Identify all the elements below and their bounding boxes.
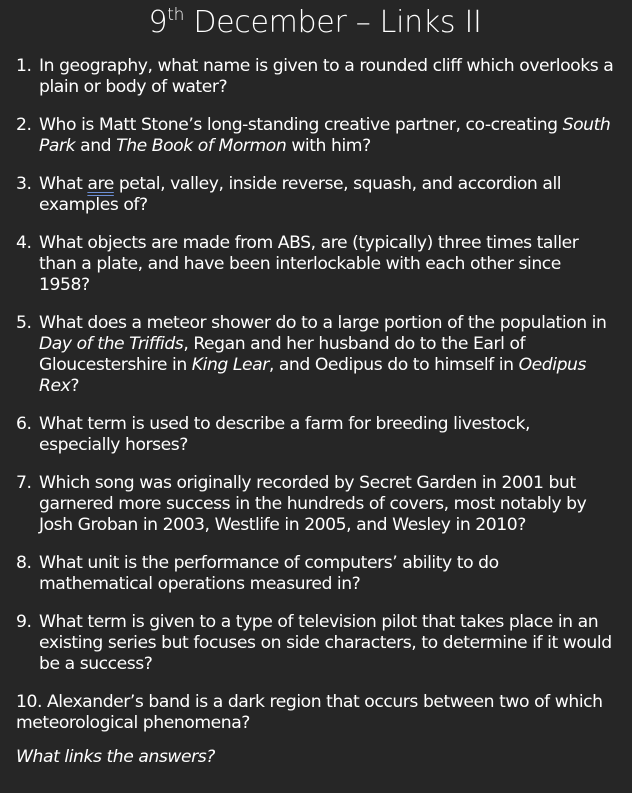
question-title-text: The Book of Mormon <box>116 136 287 156</box>
question-number: 2. <box>16 115 32 135</box>
question-number: 1. <box>16 56 32 76</box>
question-item <box>16 233 614 296</box>
final-question: What links the answers? <box>16 747 215 767</box>
question-text: What unit is the performance of computers’ ability to do mathematical operations measured in? <box>39 553 499 594</box>
question-text: ? <box>70 376 80 396</box>
question-item <box>16 692 614 734</box>
question-text: Who is Matt Stone’s long-standing creative partner, co-creating <box>39 115 563 135</box>
question-item <box>16 313 614 397</box>
question-title-text: King Lear <box>191 355 269 375</box>
question-title-text: Oedipus Rex <box>39 355 586 396</box>
question-number: 9. <box>16 612 32 632</box>
question-text: , and Oedipus do to himself in <box>268 355 519 375</box>
question-item <box>16 115 614 157</box>
question-text: What <box>39 174 88 194</box>
spellcheck-flagged-word: are <box>87 174 114 194</box>
question-text: , Regan and her husband do to the Earl of Gloucestershire in <box>39 334 526 375</box>
title-rest: December – Links II <box>184 5 482 40</box>
question-text: In geography, what name is given to a rounded cliff which overlooks a plain or body of water? <box>39 56 614 97</box>
question-item <box>16 473 614 536</box>
question-text: and <box>75 136 117 156</box>
question-item <box>16 414 614 456</box>
question-number: 5. <box>16 313 32 333</box>
question-text: Which song was originally recorded by Secret Garden in 2001 but garnered more success in the hundreds of covers, most notably by Josh Groban in 2003, Westlife in 2005, and Wesley in 2010? <box>39 473 587 535</box>
question-item <box>16 553 614 595</box>
question-item <box>16 56 614 98</box>
question-number: 8. <box>16 553 32 573</box>
question-list <box>16 56 614 734</box>
question-text: What does a meteor shower do to a large portion of the population in <box>39 313 607 333</box>
question-title-text: Day of the Triffids <box>39 334 184 354</box>
question-number: 6. <box>16 414 32 434</box>
slide-title <box>16 6 614 40</box>
question-text: with him? <box>286 136 371 156</box>
question-number: 4. <box>16 233 32 253</box>
title-ordinal-suffix: th <box>167 5 185 25</box>
question-item <box>16 612 614 675</box>
question-number: 10. <box>16 692 42 712</box>
title-day: 9 <box>148 5 168 40</box>
question-text: What term is given to a type of television pilot that takes place in an existing series but focuses on side characters, to determine if it would be a success? <box>39 612 612 674</box>
question-title-text: South Park <box>39 115 611 156</box>
question-text: Alexander’s band is a dark region that occurs between two of which meteorological phenomena? <box>16 692 603 733</box>
question-number: 7. <box>16 473 32 493</box>
question-text: What objects are made from ABS, are (typically) three times taller than a plate, and have been interlockable with each other since 1958? <box>39 233 579 295</box>
question-item <box>16 174 614 216</box>
question-text: petal, valley, inside reverse, squash, and accordion all examples of? <box>39 174 562 215</box>
question-number: 3. <box>16 174 32 194</box>
question-text: What term is used to describe a farm for breeding livestock, especially horses? <box>39 414 531 455</box>
